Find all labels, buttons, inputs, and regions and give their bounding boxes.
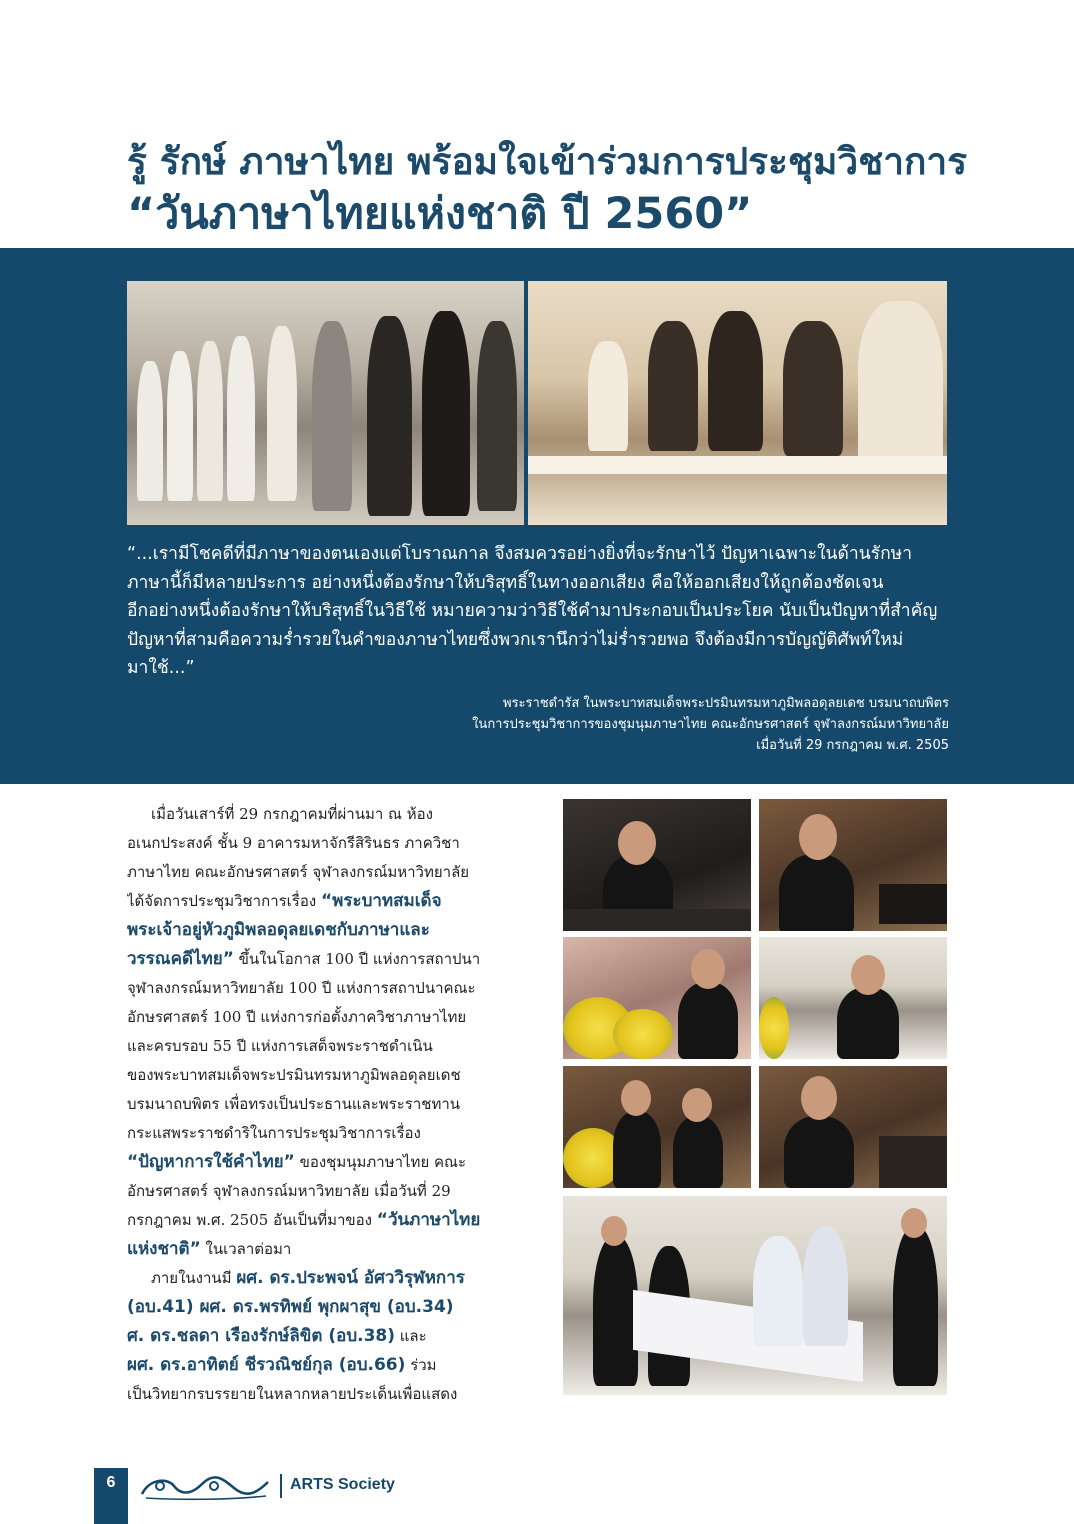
- event-photo-speaker-2: [759, 799, 947, 931]
- body-line: เป็นวิทยากรบรรยายในหลากหลายประเด็นเพื่อแสดง: [127, 1385, 458, 1403]
- attribution-line: เมื่อวันที่ 29 กรกฎาคม พ.ศ. 2505: [756, 738, 949, 753]
- body-text-segment: และ: [395, 1327, 427, 1345]
- body-line: [127, 1206, 511, 1235]
- publication-name: ARTS Society: [290, 1476, 395, 1493]
- body-line: [127, 1293, 511, 1322]
- body-line: ของพระบาทสมเด็จพระปรมินทรมหาภูมิพลอดุลยเดช: [127, 1066, 461, 1084]
- body-text-segment: ขึ้นในโอกาส 100 ปี แห่งการสถาปนา: [233, 950, 481, 968]
- event-photo-speaker-6: [759, 1066, 947, 1188]
- body-line: [127, 1351, 511, 1380]
- body-line: กระแสพระราชดำริในการประชุมวิชาการเรื่อง: [127, 1124, 421, 1142]
- title-line-1: รู้ รักษ์ ภาษาไทย พร้อมใจเข้าร่วมการประชุมวิชาการ: [127, 140, 968, 183]
- event-photo-speakers-5: [563, 1066, 751, 1188]
- arts-society-logo: [138, 1472, 273, 1502]
- footer-divider: [280, 1474, 282, 1498]
- quote-line: มาใช้...”: [127, 658, 195, 678]
- body-line: ภาษาไทย คณะอักษรศาสตร์ จุฬาลงกรณ์มหาวิทยาลัย: [127, 863, 470, 881]
- body-text-segment: ร่วม: [405, 1356, 437, 1374]
- body-line: อเนกประสงค์ ชั้น 9 อาคารมหาจักรีสิรินธร ภาควิชา: [127, 834, 460, 852]
- body-line: อักษรศาสตร์ จุฬาลงกรณ์มหาวิทยาลัย เมื่อวันที่ 29: [127, 1182, 451, 1200]
- speaker-name: ผศ. ดร.อาทิตย์ ชีรวณิชย์กุล (อบ.66): [127, 1355, 406, 1375]
- event-title-highlight: พระเจ้าอยู่หัวภูมิพลอดุลยเดชกับภาษาและ: [127, 920, 430, 940]
- thai-language-day-highlight: “วันภาษาไทย: [376, 1210, 481, 1230]
- body-line: และครบรอบ 55 ปี แห่งการเสด็จพระราชดำเนิน: [127, 1037, 433, 1055]
- body-line: เมื่อวันเสาร์ที่ 29 กรกฎาคมที่ผ่านมา ณ ห้อง: [151, 805, 433, 823]
- body-line: [127, 1235, 511, 1264]
- attribution-line: ในการประชุมวิชาการของชุมนุมภาษาไทย คณะอักษรศาสตร์ จุฬาลงกรณ์มหาวิทยาลัย: [472, 717, 949, 732]
- body-line: [127, 1264, 511, 1293]
- royal-speech-quote: [127, 540, 949, 683]
- event-photo-speaker-4: [759, 937, 947, 1059]
- quote-attribution: [249, 693, 949, 756]
- event-title-highlight: วรรณคดีไทย”: [127, 949, 234, 969]
- article-title: [127, 138, 968, 242]
- quote-line: อีกอย่างหนึ่งต้องรักษาให้บริสุทธิ์ในวิธีใช้ หมายความว่าวิธีใช้คำมาประกอบเป็นประโยค นับเป็นปัญหาที่สำคัญ: [127, 601, 938, 621]
- event-title-highlight: “พระบาทสมเด็จ: [320, 891, 442, 911]
- historical-photo-meeting: [528, 281, 947, 525]
- page-number: 6: [106, 1474, 116, 1491]
- speaker-name: ศ. ดร.ชลดา เรืองรักษ์ลิขิต (อบ.38): [127, 1326, 395, 1346]
- quote-line: ภาษานี้ก็มีหลายประการ อย่างหนึ่งต้องรักษาให้บริสุทธิ์ในทางออกเสียง คือให้ออกเสียงให้ถูกต้องชัดเจน: [127, 572, 884, 593]
- body-line: อักษรศาสตร์ 100 ปี แห่งการก่อตั้งภาควิชาภาษาไทย: [127, 1008, 467, 1026]
- event-photo-speaker-3: [563, 937, 751, 1059]
- thai-language-day-highlight: แห่งชาติ”: [127, 1239, 201, 1259]
- historical-photo-students: [127, 281, 524, 525]
- body-text-segment: กรกฎาคม พ.ศ. 2505 อันเป็นที่มาของ: [127, 1211, 377, 1229]
- body-line: [127, 887, 511, 916]
- body-line: [127, 916, 511, 945]
- event-photo-registration: [563, 1196, 947, 1395]
- speaker-name: ผศ. ดร.ประพจน์ อัศววิรุฬหการ: [236, 1268, 465, 1288]
- article-body: [127, 800, 511, 1409]
- speaker-name: (อบ.41) ผศ. ดร.พรทิพย์ พุกผาสุข (อบ.34): [127, 1297, 454, 1317]
- title-line-2: “วันภาษาไทยแห่งชาติ ปี 2560”: [127, 189, 753, 239]
- quote-line: ปัญหาที่สามคือความร่ำรวยในคำของภาษาไทยซึ่งพวกเรานึกว่าไม่ร่ำรวยพอ จึงต้องมีการบัญญัติศัพท์ใหม่: [127, 629, 904, 650]
- body-text-segment: ของชุมนุมภาษาไทย คณะ: [294, 1153, 467, 1171]
- topic-highlight: “ปัญหาการใช้คำไทย”: [127, 1152, 295, 1172]
- body-text-segment: ภายในงานมี: [151, 1269, 237, 1287]
- body-line: [127, 1322, 511, 1351]
- body-line: บรมนาถบพิตร เพื่อทรงเป็นประธานและพระราชทาน: [127, 1095, 461, 1113]
- event-photo-speaker-1: [563, 799, 751, 931]
- body-text-segment: ได้จัดการประชุมวิชาการเรื่อง: [127, 892, 321, 910]
- attribution-line: พระราชดำรัส ในพระบาทสมเด็จพระปรมินทรมหาภูมิพลอดุลยเดช บรมนาถบพิตร: [503, 696, 949, 711]
- quote-line: “...เรามีโชคดีที่มีภาษาของตนเองแต่โบราณกาล จึงสมควรอย่างยิ่งที่จะรักษาไว้ ปัญหาเฉพาะในด้านรักษา: [127, 544, 913, 564]
- body-text-segment: ในเวลาต่อมา: [200, 1240, 292, 1258]
- body-line: [127, 1148, 511, 1177]
- body-line: จุฬาลงกรณ์มหาวิทยาลัย 100 ปี แห่งการสถาปนาคณะ: [127, 979, 476, 997]
- body-line: [127, 945, 511, 974]
